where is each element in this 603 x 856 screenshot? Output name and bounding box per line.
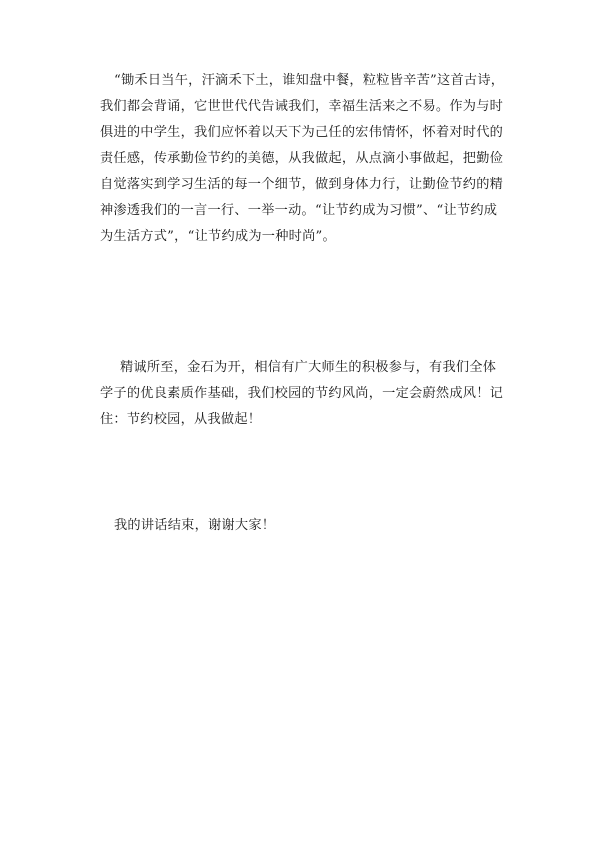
text-line: 精诚所至，金石为开，相信有广大师生的积极参与，有我们全体	[120, 360, 497, 375]
paragraph-frugality-poem	[100, 68, 505, 250]
text-line: 住：节约校园，从我做起！	[100, 412, 262, 427]
text-line: 自觉落实到学习生活的每一个细节，做到身体力行，让勤俭节约的精	[100, 177, 504, 192]
text-line: 神渗透我们的一言一行、一举一动。“让节约成为习惯”、“让节约成	[100, 203, 498, 218]
text-line: 学子的优良素质作基础，我们校园的节约风尚，一定会蔚然成风！记	[100, 386, 504, 401]
paragraph-closing	[114, 513, 490, 539]
text-line: “锄禾日当午，汗滴禾下土，谁知盘中餐，粒粒皆辛苦”这首古诗，	[114, 73, 505, 88]
text-line: 我们都会背诵，它世世代代告诫我们，幸福生活来之不易。作为与时	[100, 99, 504, 114]
paragraph-sincerity	[100, 355, 504, 433]
text-line: 俱进的中学生，我们应怀着以天下为己任的宏伟情怀，怀着对时代的	[100, 125, 504, 140]
text-line: 我的讲话结束，谢谢大家！	[114, 518, 276, 533]
text-line: 为生活方式”，“让节约成为一种时尚”。	[100, 229, 336, 244]
text-line: 责任感，传承勤俭节约的美德，从我做起，从点滴小事做起，把勤俭	[100, 151, 504, 166]
